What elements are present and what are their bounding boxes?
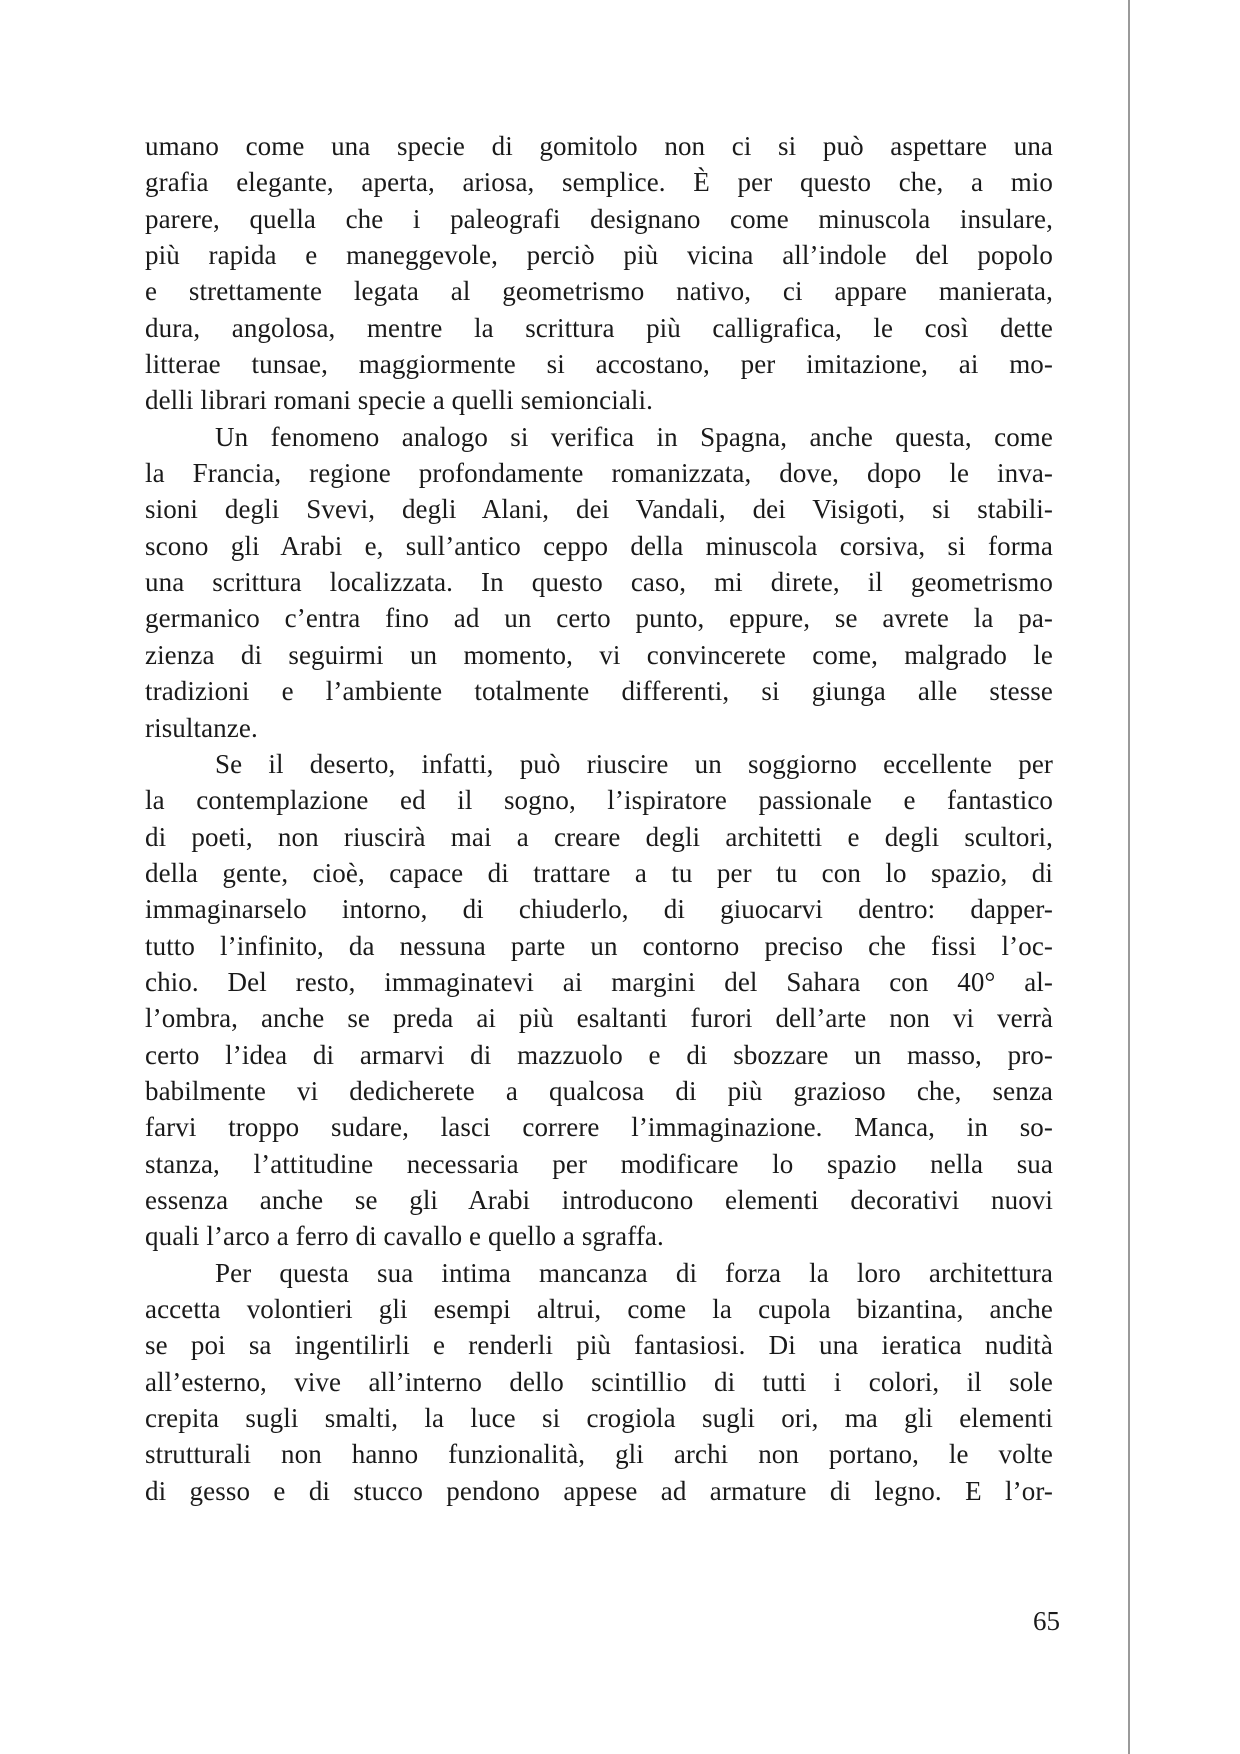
text-line: umano come una specie di gomitolo non ci si può aspettare una bbox=[145, 131, 1053, 161]
text-line: grafia elegante, aperta, ariosa, semplice. È per questo che, a mio bbox=[145, 167, 1053, 198]
text-line: farvi troppo sudare, lasci correre l’immaginazione. Manca, in so- bbox=[145, 1112, 1053, 1143]
text-line: una scrittura localizzata. In questo caso, mi direte, il geometrismo bbox=[145, 567, 1053, 598]
paragraph-3 bbox=[145, 746, 1053, 1255]
text-line: tutto l’infinito, da nessuna parte un contorno preciso che fissi l’oc- bbox=[145, 930, 1053, 961]
text-line: quali l’arco a ferro di cavallo e quello a sgraffa. bbox=[145, 1221, 664, 1252]
text-line: sioni degli Svevi, degli Alani, dei Vandali, dei Visigoti, si stabili- bbox=[145, 494, 1053, 525]
text-line: crepita sugli smalti, la luce si crogiola sugli ori, ma gli elementi bbox=[145, 1403, 1053, 1434]
paragraph-4 bbox=[145, 1255, 1053, 1509]
text-line: stanza, l’attitudine necessaria per modificare lo spazio nella sua bbox=[145, 1148, 1053, 1179]
body-text bbox=[145, 128, 1053, 1509]
text-line: se poi sa ingentilirli e renderli più fantasiosi. Di una ieratica nudità bbox=[145, 1330, 1053, 1361]
page-number: 65 bbox=[1033, 1606, 1060, 1636]
page-edge-line bbox=[1128, 0, 1130, 1754]
text-line: accetta volontieri gli esempi altrui, come la cupola bizantina, anche bbox=[145, 1294, 1053, 1324]
text-line: parere, quella che i paleografi designano come minuscola insulare, bbox=[145, 203, 1053, 234]
text-line: babilmente vi dedicherete a qualcosa di più grazioso che, senza bbox=[145, 1075, 1053, 1106]
text-line: più rapida e maneggevole, perciò più vicina all’indole del popolo bbox=[145, 240, 1053, 271]
text-line: germanico c’entra fino ad un certo punto, eppure, se avrete la pa- bbox=[145, 603, 1053, 634]
text-line: Se il deserto, infatti, può riuscire un soggiorno eccellente per bbox=[215, 748, 1053, 779]
text-line: delli librari romani specie a quelli semionciali. bbox=[145, 385, 653, 416]
text-line: risultanze. bbox=[145, 712, 258, 743]
text-line: e strettamente legata al geometrismo nativo, ci appare manierata, bbox=[145, 276, 1053, 307]
text-line: immaginarselo intorno, di chiuderlo, di giuocarvi dentro: dapper- bbox=[145, 894, 1053, 925]
text-line: la Francia, regione profondamente romanizzata, dove, dopo le inva- bbox=[145, 458, 1053, 489]
text-line: tradizioni e l’ambiente totalmente differenti, si giunga alle stesse bbox=[145, 676, 1053, 707]
text-line: scono gli Arabi e, sull’antico ceppo della minuscola corsiva, si forma bbox=[145, 530, 1053, 561]
text-line: litterae tunsae, maggiormente si accostano, per imitazione, ai mo- bbox=[145, 349, 1053, 380]
text-line: la contemplazione ed il sogno, l’ispiratore passionale e fantastico bbox=[145, 785, 1053, 816]
text-line: di poeti, non riuscirà mai a creare degli architetti e degli scultori, bbox=[145, 821, 1053, 852]
text-line: zienza di seguirmi un momento, vi convincerete come, malgrado le bbox=[145, 639, 1053, 670]
text-line: l’ombra, anche se preda ai più esaltanti furori dell’arte non vi verrà bbox=[145, 1003, 1053, 1034]
text-line: Un fenomeno analogo si verifica in Spagna, anche questa, come bbox=[215, 421, 1053, 452]
text-line: dura, angolosa, mentre la scrittura più calligrafica, le così dette bbox=[145, 312, 1053, 343]
text-line: certo l’idea di armarvi di mazzuolo e di sbozzare un masso, pro- bbox=[145, 1039, 1053, 1070]
paragraph-1 bbox=[145, 128, 1053, 419]
text-line: chio. Del resto, immaginatevi ai margini del Sahara con 40° al- bbox=[145, 966, 1053, 997]
text-line: Per questa sua intima mancanza di forza la loro architettura bbox=[215, 1257, 1053, 1288]
text-line: essenza anche se gli Arabi introducono elementi decorativi nuovi bbox=[145, 1184, 1053, 1215]
text-line: della gente, cioè, capace di trattare a tu per tu con lo spazio, di bbox=[145, 857, 1053, 888]
text-line: all’esterno, vive all’interno dello scintillio di tutti i colori, il sole bbox=[145, 1366, 1053, 1397]
text-line: di gesso e di stucco pendono appese ad armature di legno. E l’or- bbox=[145, 1475, 1053, 1506]
paragraph-2 bbox=[145, 419, 1053, 746]
text-line: strutturali non hanno funzionalità, gli archi non portano, le volte bbox=[145, 1439, 1053, 1470]
